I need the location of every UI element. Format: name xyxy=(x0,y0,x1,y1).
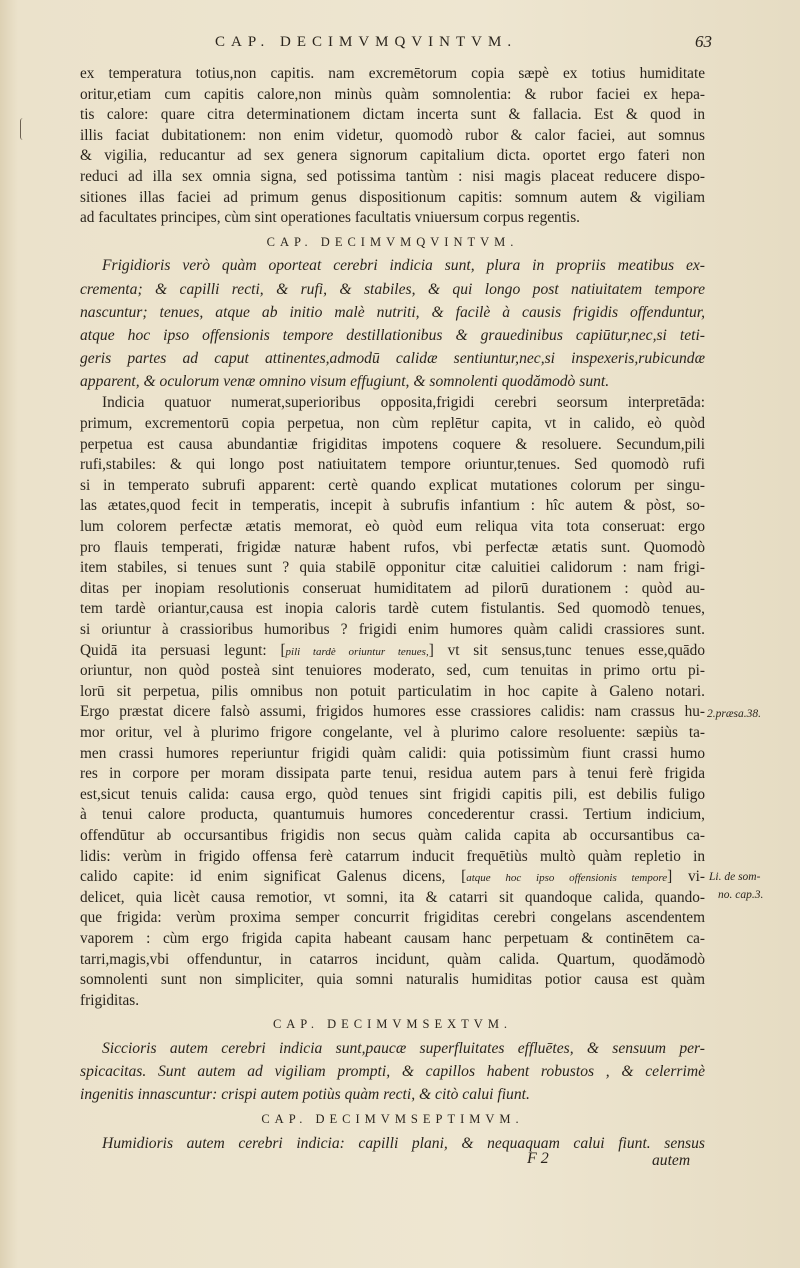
text-line: las ætates,quod fecit in temperatis, incepit à subrufis infantium : hîc autem & pòst, so- xyxy=(80,497,705,515)
inline-citation: atque hoc ipso offensionis tempore xyxy=(466,872,668,885)
text-line: perpetua est causa abundantiæ frigiditas impotens coquere & resoluere. Secundum,pili xyxy=(80,435,705,453)
text-line: ditas per inopiam resolutionis conseruat humiditatem ad pilorū durationem : quòd au- xyxy=(80,579,705,597)
text-line: oritur,etiam cum capitis calore,non minùs quàm somnolentia: & rubor faciei ex hepa- xyxy=(80,85,705,103)
lemma-block-3 xyxy=(80,1132,705,1155)
text-line: rufi,stabiles: & qui longo post natiuitatem tempore oriuntur,tenues. Sed quomodò rufi xyxy=(80,456,705,474)
lemma-block-2 xyxy=(80,1037,705,1107)
text-line: frigiditas. xyxy=(80,991,140,1009)
text-line: tarri,magis,vbi offenduntur, in catarros incidunt, quàm calida. Quartum, quodămodò xyxy=(80,950,705,968)
text-line: reduci ad illa sex omnia signa, sed potissima tantùm : nisi magis placeat reducere dispo- xyxy=(80,167,705,185)
text-line: Indicia quatuor numerat,superioribus opposita,frigidi cerebri seorsum interpretāda: xyxy=(102,394,705,412)
signature-mark: F 2 xyxy=(527,1150,549,1167)
lemma-line: crementa; & capilli recti, & rufi, & stabiles, & qui longo post natiuitatem tempore xyxy=(80,280,705,298)
text-line: tem tardè oriantur,causa est inopia caloris tardè cutem fistulantis. Sed quomodò tenues, xyxy=(80,600,705,618)
lemma-line: Siccioris autem cerebri indicia sunt,paucæ superfluitates effluētes, & sensuum per- xyxy=(102,1039,705,1057)
main-text-block xyxy=(80,64,705,1155)
text-line: item stabiles, si tenues sunt ? quia stabilē opponitur citæ caluitiei calidorum : nam frigi- xyxy=(80,559,705,577)
text-line: illis faciat dubitationem: non enim videtur, quomodò rubor & calor faciei, aut somnus xyxy=(80,126,705,144)
text-run: Quidā ita persuasi legunt: [ xyxy=(80,641,286,659)
running-title: CAP. DECIMVMQVINTVM. xyxy=(215,34,518,50)
running-head xyxy=(0,34,800,60)
text-line: men crassi humores reperiuntur frigidi quàm calidi: quia potissimùm fiunt crassi humo xyxy=(80,744,705,762)
text-line: ex temperatura totius,non capitis. nam excremētorum copia sæpè ex totius humiditate xyxy=(80,65,705,82)
catchword: autem xyxy=(652,1152,691,1169)
lemma-line: Humidioris autem cerebri indicia: capilli plani, & nequaquam calui fiunt. sensus xyxy=(102,1135,705,1153)
lemma-line: geris partes ad caput attinentes,admodū calidæ sentiuntur,nec,si inspexeris,rubicundæ xyxy=(80,350,705,368)
text-line: lum colorem perfectæ ætatis memorat, eò quòd eum reliqua vita tota conseruat: ergo xyxy=(80,518,705,536)
margin-note-2b: no. cap.3. xyxy=(718,889,764,901)
lemma-line: Frigidioris verò quàm oporteat cerebri indicia sunt, plura in propriis meatibus ex- xyxy=(102,257,705,275)
text-line-with-citation xyxy=(80,867,705,888)
text-line: si in temperato subrufi apparent: certè quando explicat mutationes colorum per singu- xyxy=(80,476,705,494)
lemma-block-1 xyxy=(80,254,705,393)
text-line: ad facultates principes, cùm sint operationes facultatis vniuersum corpus regentis. xyxy=(80,209,580,227)
text-line: oriuntur, non quòd posteà sint tenuiores moderato, sed, cum tenuitas in primo ortu pi- xyxy=(80,662,705,680)
text-line: à tenui calore producta, quantumuis humores concederentur crassi. Tertium indicium, xyxy=(80,806,705,824)
chapter-heading-15: CAP. DECIMVMQVINTVM. xyxy=(266,234,519,249)
text-line: lorū sit perpetua, pilis omnibus non potuit particulatim in hoc capite à Galeno notari. xyxy=(80,682,705,700)
text-run: ] vt sit sensus,tunc tenues esse,quādo xyxy=(428,641,705,659)
text-line: mor oritur, vel à plurimo frigore congelante, vel à plurimo calore resoluente: sæpiùs ta- xyxy=(80,723,705,741)
lemma-line: nascuntur; tenues, atque ab initio malè nutriti, & facilè à causis frigidis offenduntur, xyxy=(80,303,705,321)
text-line: res in corpore per moram dissipata parte tenui, residua autem pars à tenui ferè frigida xyxy=(80,765,705,783)
text-line-with-citation xyxy=(80,641,705,662)
inline-citation: pili tardè oriuntur tenues, xyxy=(285,645,429,658)
text-line: pro flauis temperati, frigidæ naturæ habent rufos, vbi perfectæ ætatis sunt. Quomodò xyxy=(80,538,705,556)
commentary-block-2 xyxy=(80,393,705,1011)
commentary-block-1 xyxy=(80,64,705,229)
text-line: vaporem : cùm ergo frigida capita habeant causam hanc perpetuam & continētem ca- xyxy=(80,929,705,947)
chapter-heading-16: CAP. DECIMVMSEXTVM. xyxy=(272,1017,513,1032)
text-line: somnolenti sunt non simpliciter, quia somni naturalis humiditas potior causa est quàm xyxy=(80,971,705,989)
margin-note-2a: Li. de som- xyxy=(709,871,761,883)
text-run: ] vi- xyxy=(667,868,705,886)
lemma-line: ingenitis innascuntur: crispi autem potiùs quàm recti, & citò calui fiunt. xyxy=(80,1086,530,1104)
text-line: tis calore: quare citra determinationem dictam incerta sunt & fallacia. Est & quod in xyxy=(80,106,705,124)
text-run: calido capite: id enim significat Galenus dicens, [ xyxy=(80,868,467,886)
lemma-line: atque hoc ipso offensionis tempore destillationibus & grauedinibus capiūtur,nec,si teti- xyxy=(80,326,705,344)
chapter-heading-17: CAP. DECIMVMSEPTIMVM. xyxy=(261,1112,524,1127)
text-line: & vigilia, reducantur ad sex genera signorum capitalium dicta. oportet ergo fateri non xyxy=(80,147,705,165)
text-line: que frigida: verùm proxima semper concurrit frigiditas cerebri congelans ascendentem xyxy=(80,909,705,927)
text-line: offendūtur ab occursantibus frigidis non secus quàm calida capita ab occursantibus ca- xyxy=(80,826,705,844)
text-line: sitiones illas faciei ad primum genus dispositionum capitis: somnum autem & vigiliam xyxy=(80,188,705,206)
text-line: est,sicut tenuis calida: causa ergo, quòd tenues sint frigidi capitis pili, est debilis fuligo xyxy=(80,785,705,803)
text-line: lidis: verùm in frigido offensa ferè catarrum inducit frequētiùs multò quàm repletio in xyxy=(80,847,705,865)
lemma-line: apparent, & oculorum venæ omnino visum effugiunt, & somnolenti quodămodò sunt. xyxy=(80,373,610,391)
text-line: delicet, quia licèt causa remotior, vt somni, ita & catarri sit quandoque calida, quando- xyxy=(80,888,705,906)
text-line: Ergo præstat dicere falsò assumi, frigidos humores esse crassiores calidis: nam crassus hu- xyxy=(80,703,705,721)
lemma-line: spicacitas. Sunt autem ad vigiliam prompti, & capillos habent robustos , & celerrimè xyxy=(80,1063,705,1081)
text-line: si oriuntur à crassioribus humoribus ? frigidi enim humores quàm calidi crassiores sunt. xyxy=(80,621,705,638)
margin-note-1: 2.præsa.38. xyxy=(707,708,761,720)
folio-number: 63 xyxy=(695,32,712,51)
margin-bracket-mark xyxy=(20,118,27,140)
text-line: primum, excrementorū copia perpetua, non cùm replētur capita, vt in calido, eò quòd xyxy=(80,415,705,433)
